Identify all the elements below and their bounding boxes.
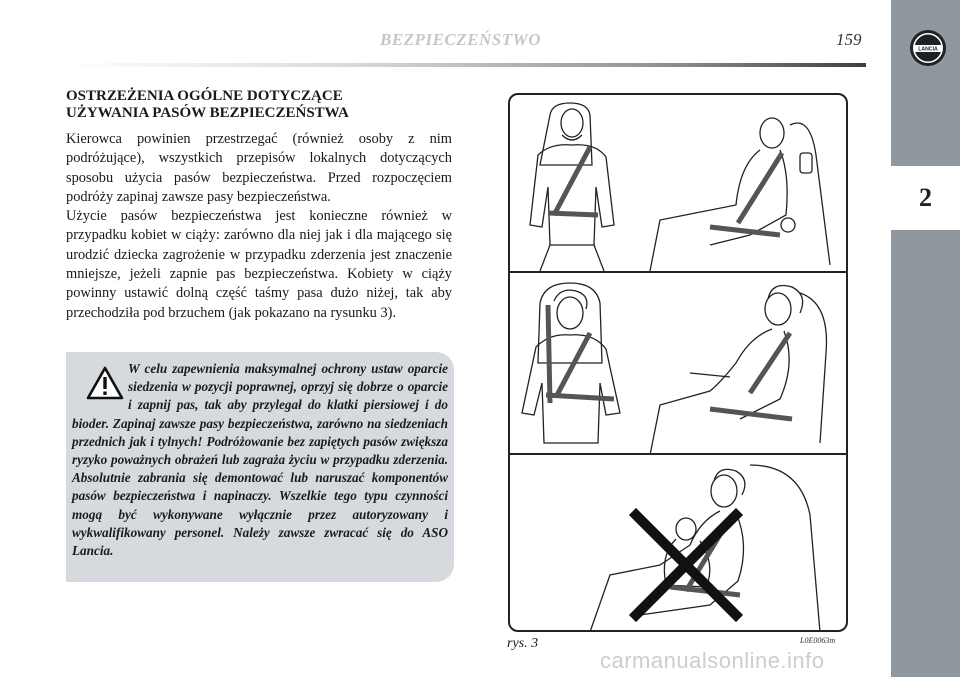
logo-text: LANCIA <box>918 46 938 53</box>
warning-indent <box>72 360 128 414</box>
warning-text-container <box>72 360 448 560</box>
figure-panel-pregnant-woman <box>510 271 846 455</box>
figure-code: L0E0063m <box>800 636 836 645</box>
side-tab <box>891 0 960 677</box>
figure-caption: rys. 3 <box>507 636 539 651</box>
section-heading <box>66 88 456 122</box>
header-rule <box>66 63 866 67</box>
child-on-lap-forbidden-illustration-icon <box>510 455 846 632</box>
forbidden-cross-icon <box>636 515 736 615</box>
page-number: 159 <box>836 30 862 49</box>
chapter-number[interactable]: 2 <box>891 166 960 230</box>
lancia-logo-icon <box>908 28 948 68</box>
warning-box <box>66 352 454 582</box>
figure-panel-correct-belt <box>510 95 846 271</box>
body-text <box>66 130 452 323</box>
section-heading-line: OSTRZEŻENIA OGÓLNE DOTYCZĄCE <box>66 88 343 104</box>
figure-frame <box>508 93 848 632</box>
figure-panel-child-forbidden <box>510 453 846 632</box>
watermark: carmanualsonline.info <box>600 648 825 673</box>
header-title: BEZPIECZEŃSTWO <box>380 30 541 49</box>
pregnant-passenger-illustration-icon <box>510 273 846 455</box>
section-heading-line: UŻYWANIA PASÓW BEZPIECZEŃSTWA <box>66 105 349 121</box>
warning-text: W celu zapewnienia maksymalnej ochrony ustaw oparcie siedzenia w pozycji poprawnej, oprzyj się dobrze o oparcie i zapnij pas, tak aby przylegał do klatki piersiowej i do bioder. Zapinaj zawsze pasy bezpieczeństwa, zarówno na siedzeniach przednich jak i tylnych! Podróżowanie bez zapiętych pasów zwiększa ryzyko poważnych obrażeń lub zagraża życiu w przypadku zderzenia. Absolutnie zabrania się demontować lub naruszać komponentów pasów bezpieczeństwa i napinaczy. Wszelkie tego typu czynności mogą być wykonywane wyłącznie przez autoryzowany i wykwalifikowany personel. Należy zawsze zwracać się do ASO Lancia. <box>72 361 448 559</box>
body-paragraph: Użycie pasów bezpieczeństwa jest konieczne również w przypadku kobiet w ciąży: zarówno dla niej jak i dla mającego się urodzić dziecka zagrożenie w przypadku zderzenia jest znaczenie mniejsze, jeżeli zapnie pas bezpieczeństwa. Kobiety w ciąży powinny ustawić dolną część taśmy pasa dużo niżej, tak aby przechodziła pod brzuchem (jak pokazano na rysunku 3). <box>66 208 452 321</box>
seated-passengers-illustration-icon <box>510 95 846 271</box>
body-paragraph: Kierowca powinien przestrzegać (również osoby z nim podróżujące), wszystkich przepisów lokalnych dotyczących sposobu użycia pasów bezpieczeństwa. Przed rozpoczęciem podróży zapinaj zawsze pasy bezpieczeństwa. <box>66 131 452 205</box>
